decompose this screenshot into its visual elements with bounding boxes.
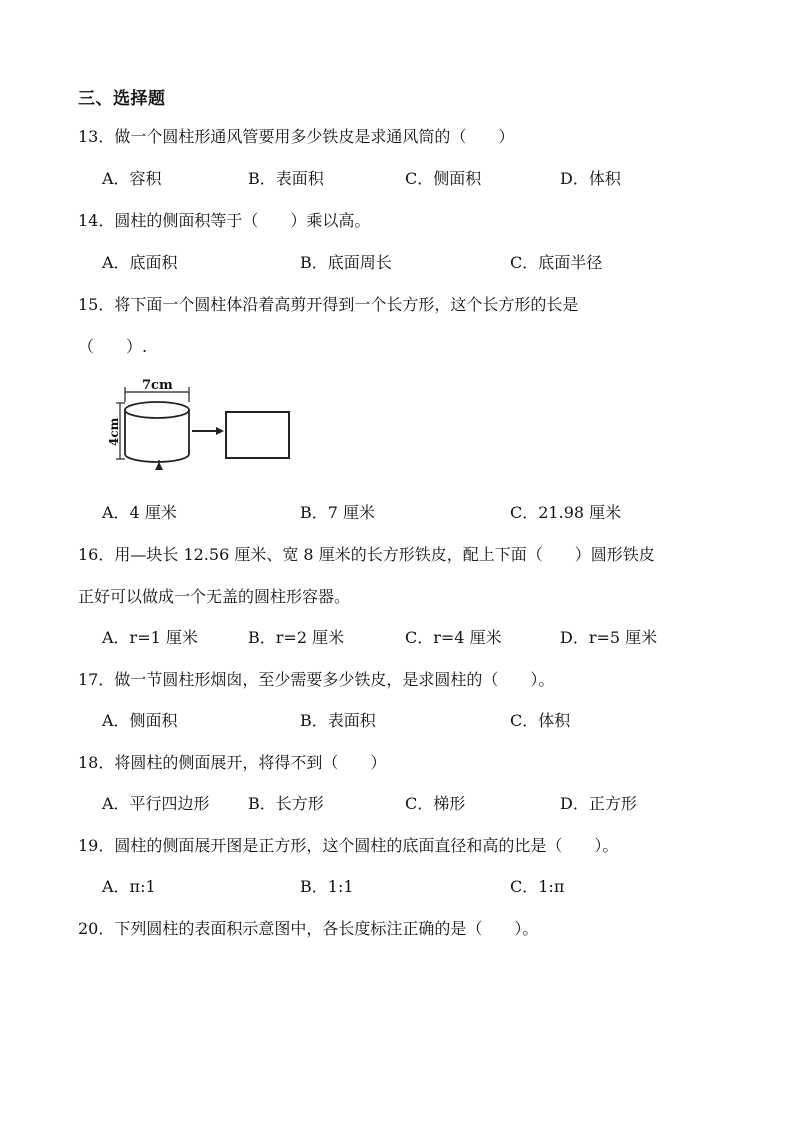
option-c: C．r=4 厘米 <box>405 628 502 647</box>
option-b: B．底面周长 <box>300 253 392 272</box>
option-c: C．体积 <box>510 711 571 730</box>
section-title: 三、选择题 <box>78 89 166 109</box>
width-label: 7cm <box>142 378 173 393</box>
cut-marker-icon <box>155 462 163 470</box>
height-label: 4cm <box>107 417 121 446</box>
option-a: A．底面积 <box>102 253 178 272</box>
cylinder-bottom <box>125 454 189 462</box>
arrow-right-icon <box>216 427 224 435</box>
option-d: D．r=5 厘米 <box>560 628 658 647</box>
question-14: 14．圆柱的侧面积等于（ ）乘以高。 <box>78 211 371 230</box>
option-a: A．容积 <box>102 169 162 188</box>
unrolled-rectangle <box>226 412 289 458</box>
question-15-continued: （ ）. <box>78 337 148 356</box>
option-b: B．长方形 <box>248 794 324 813</box>
cylinder-unroll-figure <box>106 376 298 476</box>
question-19-options <box>0 876 794 898</box>
question-18: 18．将圆柱的侧面展开，将得不到（ ） <box>78 753 387 772</box>
question-17: 17．做一节圆柱形烟囱，至少需要多少铁皮，是求圆柱的（ ）。 <box>78 670 555 689</box>
option-a: A．侧面积 <box>102 711 178 730</box>
option-b: B．1:1 <box>300 877 354 896</box>
question-15: 15．将下面一个圆柱体沿着高剪开得到一个长方形，这个长方形的长是 <box>78 295 579 314</box>
question-13: 13．做一个圆柱形通风管要用多少铁皮是求通风筒的（ ） <box>78 127 515 146</box>
option-c: C．底面半径 <box>510 253 603 272</box>
question-20: 20．下列圆柱的表面积示意图中，各长度标注正确的是（ ）。 <box>78 919 539 938</box>
option-b: B．7 厘米 <box>300 503 376 522</box>
option-c: C．21.98 厘米 <box>510 503 622 522</box>
cylinder-diagram <box>106 376 298 476</box>
option-a: A．4 厘米 <box>102 503 177 522</box>
option-b: B．r=2 厘米 <box>248 628 345 647</box>
question-19: 19．圆柱的侧面展开图是正方形，这个圆柱的底面直径和高的比是（ ）。 <box>78 836 619 855</box>
option-d: D．正方形 <box>560 794 637 813</box>
option-a: A．平行四边形 <box>102 794 210 813</box>
option-c: C．1:π <box>510 877 565 896</box>
option-c: C．梯形 <box>405 794 466 813</box>
question-16-continued: 正好可以做成一个无盖的圆柱形容器。 <box>78 587 351 606</box>
option-a: A．r=1 厘米 <box>102 628 198 647</box>
question-17-options <box>0 710 794 732</box>
option-a: A．π:1 <box>102 877 156 896</box>
question-13-options <box>0 168 794 190</box>
option-d: D．体积 <box>560 169 621 188</box>
option-c: C．侧面积 <box>405 169 482 188</box>
option-b: B．表面积 <box>248 169 324 188</box>
question-15-options <box>0 502 794 524</box>
cylinder-top <box>125 402 189 418</box>
question-18-options <box>0 793 794 815</box>
question-16-options <box>0 627 794 649</box>
option-b: B．表面积 <box>300 711 376 730</box>
question-16: 16．用—块长 12.56 厘米、宽 8 厘米的长方形铁皮，配上下面（ ）圆形铁皮 <box>78 545 655 564</box>
question-14-options <box>0 252 794 274</box>
